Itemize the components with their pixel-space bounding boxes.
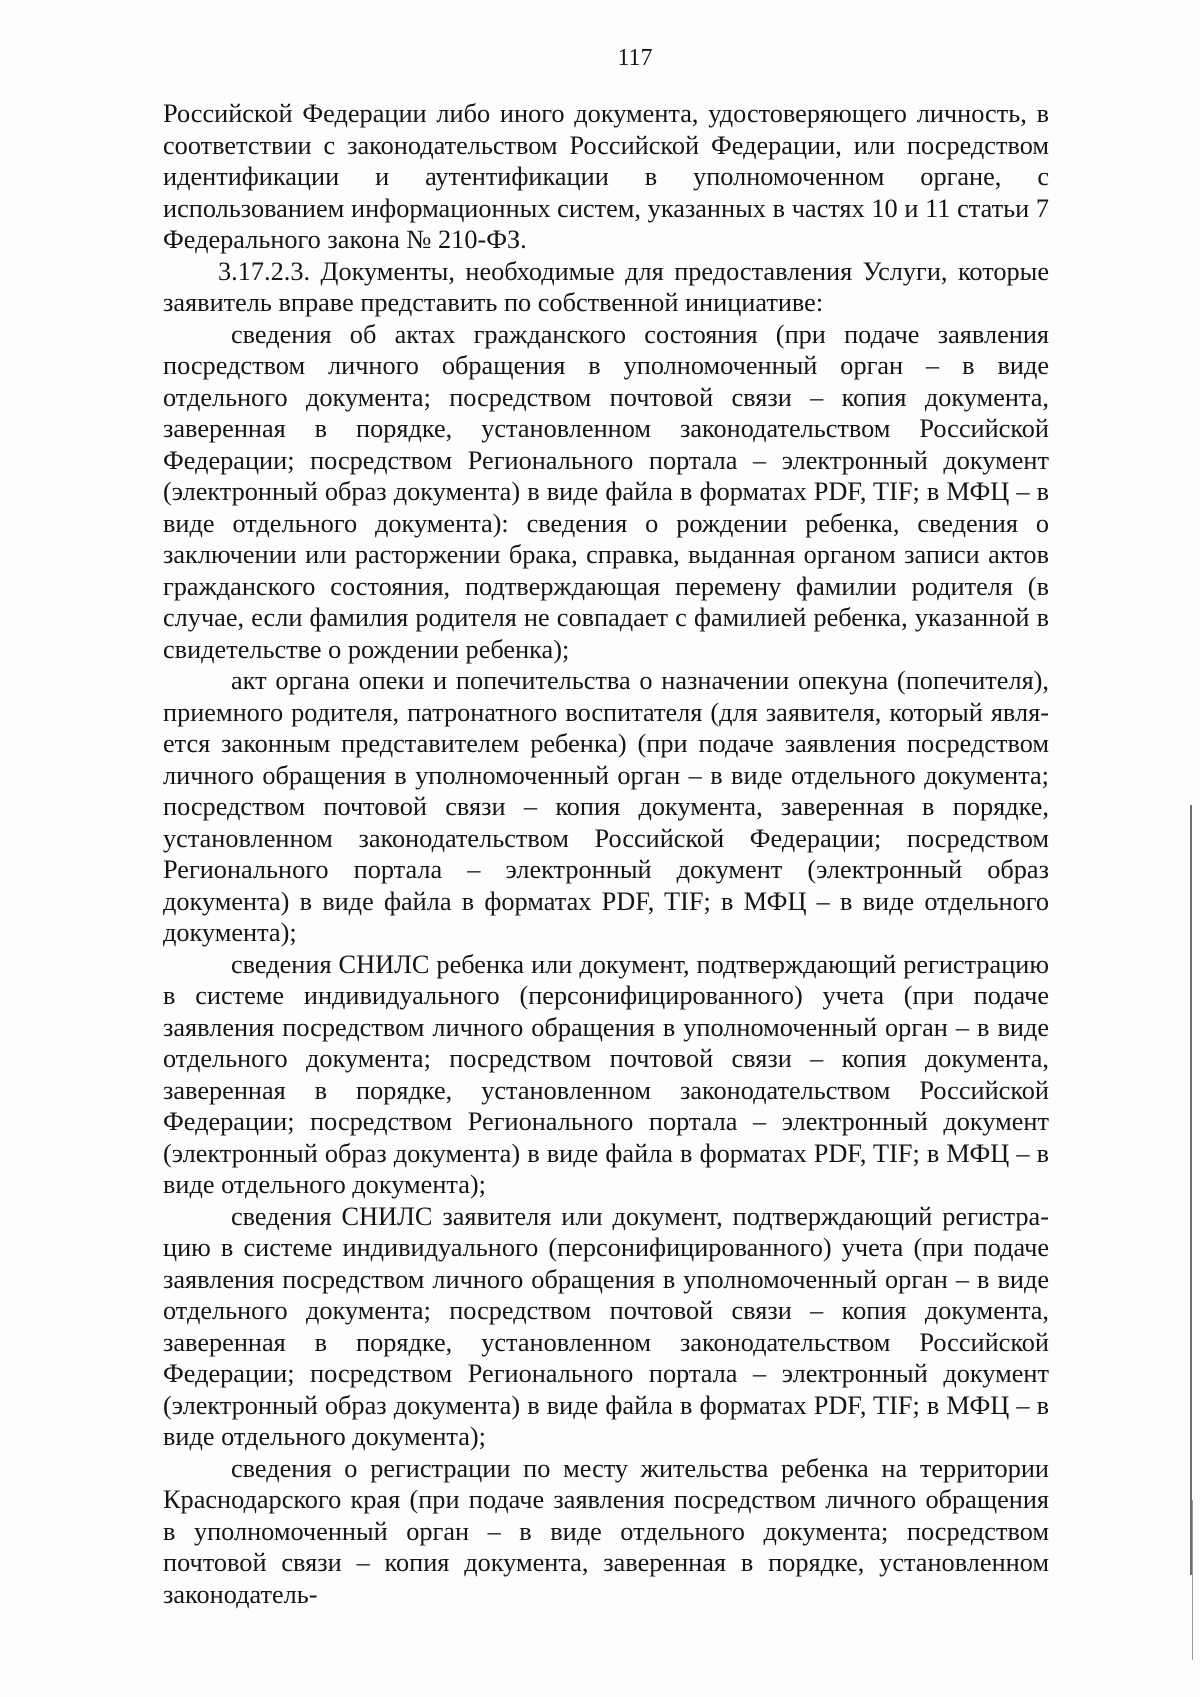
paragraph-civil-status-records: сведения об актах гражданского состояния (при подаче заявления посредством личного обращения в уполномоченный орган – в виде отдельного документа; посредством почтовой связи – копия документа, заверенная в порядке, установленном законодательством Российской Федерации; посредством Регионального портала – электронный документ (электронный образ документа) в виде файла в форматах PDF, TIF; в МФЦ – в виде отдельного документа): сведения о рождении ребенка, сведения о заключении или расторжении брака, справка, выданная органом записи актов гражданского состояния, подтверждающая перемену фамилии родителя (в случае, если фамилия родителя не совпадает с фамилией ребенка, указанной в свидетельстве о рождении ребенка);	[163, 319, 1049, 664]
paragraph-guardianship-act: акт органа опеки и попечительства о назначении опекуна (попечителя), приемного родителя, патронатного воспитателя (для заявителя, который является законным представителем ребенка) (при подаче заявления посредством личного обращения в уполномоченный орган – в виде отдельного документа; посредством почтовой связи – копия документа, заверенная в порядке, установленном законодательством Российской Федерации; посредством Регионального портала – электронный документ (электронный образ документа) в виде файла в форматах PDF, TIF; в МФЦ – в виде отдельного документа);	[163, 666, 1049, 947]
scan-edge-line-lower	[1192, 1500, 1193, 1660]
paragraph-applicant-snils: сведения СНИЛС заявителя или документ, подтверждающий регистрацию в системе индивидуального (персонифицированного) учета (при подаче заявления посредством личного обращения в уполномоченный орган – в виде отдельного документа; посредством почтовой связи – копия документа, заверенная в порядке, установленном законодательством Российской Федерации; посредством Регионального портала – электронный документ (электронный образ документа) в виде файла в форматах PDF, TIF; в МФЦ – в виде отдельного документа);	[163, 1201, 1049, 1451]
scan-edge-line	[1190, 805, 1192, 1575]
paragraph-child-snils: сведения СНИЛС ребенка или документ, подтверждающий регистрацию в системе индивидуального (персонифицированного) учета (при подаче заявления посредством личного обращения в уполномоченный орган – в виде отдельного документа; посредством почтовой связи – копия документа, заверенная в порядке, установленном законодательством Российской Федерации; посредством Регионального портала – электронный документ (электронный образ документа) в виде файла в форматах PDF, TIF; в МФЦ – в виде отдельного документа);	[163, 949, 1049, 1199]
paragraph-child-registration: сведения о регистрации по месту жительства ребенка на территории Краснодарского края (при подаче заявления посредством личного обращения в уполномоченный орган – в виде отдельного документа; посредством почтовой связи – копия документа, заверенная в порядке, установленном законодатель-	[163, 1453, 1049, 1609]
paragraph-section-3-17-2-3: 3.17.2.3. Документы, необходимые для предоставления Услуги, которые заявитель вправе представить по собственной инициативе:	[163, 256, 1049, 317]
paragraph-continuation: Российской Федерации либо иного документа, удостоверяющего личность, в соответствии с законодательством Российской Федерации, или посредством идентификации и аутентификации в уполномоченном органе, с использованием информационных систем, указанных в частях 10 и 11 статьи 7 Федерального закона № 210-ФЗ.	[163, 99, 1049, 254]
page-number: 117	[617, 45, 653, 71]
document-body	[163, 98, 1049, 1610]
